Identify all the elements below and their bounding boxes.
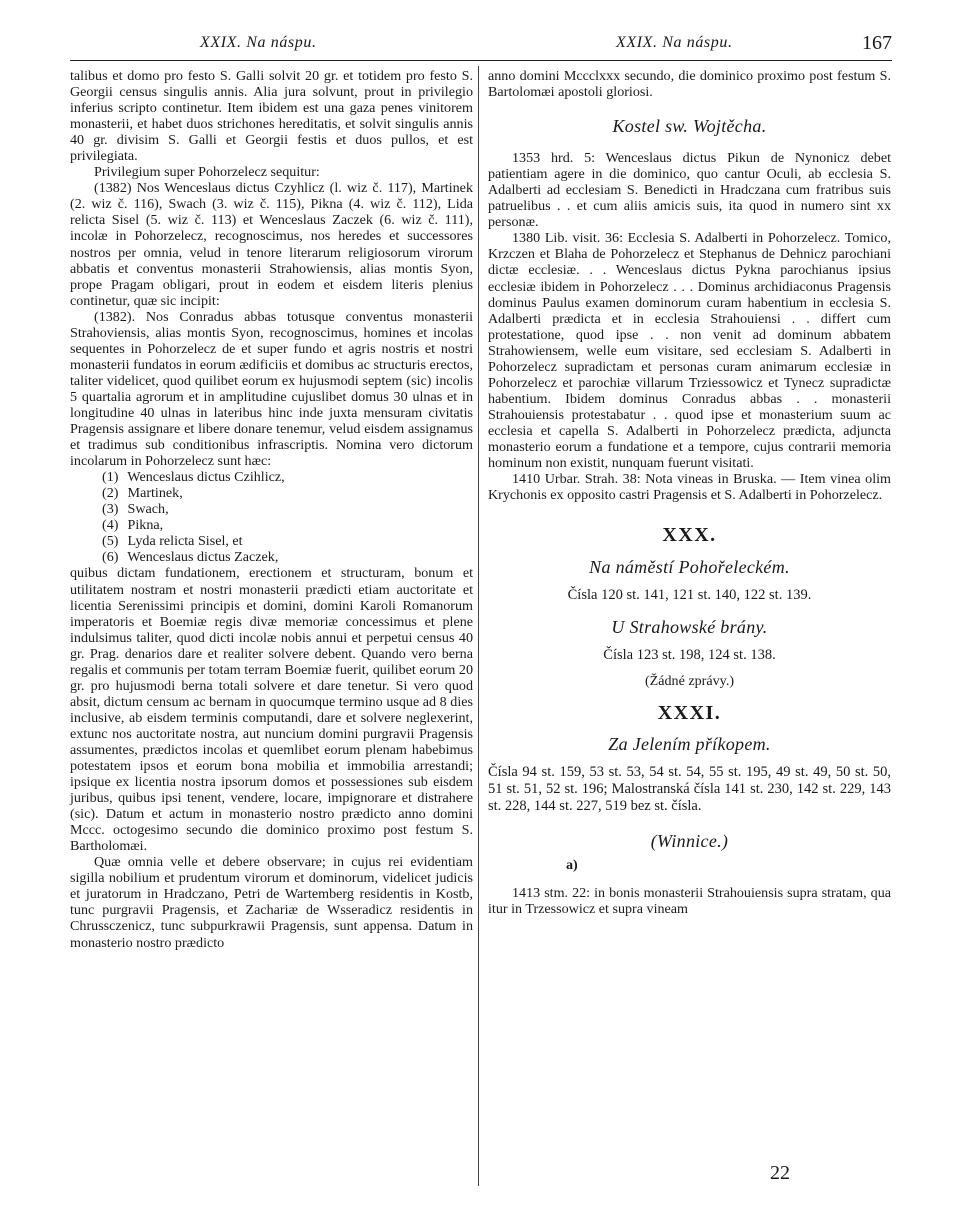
list-item <box>70 533 473 549</box>
list-item-text: Swach, <box>127 501 169 518</box>
section-heading: U Strahowské brány. <box>611 617 768 638</box>
list-item-text: Lyda relicta Sisel, et <box>127 533 243 550</box>
section-number: XXX. <box>662 524 717 547</box>
subsection-label: a) <box>566 856 578 873</box>
house-numbers: Čísla 120 st. 141, 121 st. 140, 122 st. 139. <box>567 587 812 604</box>
paragraph: Privilegium super Pohorzelecz sequitur: <box>94 164 320 181</box>
left-column <box>70 68 473 951</box>
list-item-number: (3) <box>102 501 119 518</box>
list-item-number: (5) <box>102 533 119 550</box>
list-item-number: (4) <box>102 517 119 534</box>
paragraph: (1382) Nos Wenceslaus dictus Czyhlicz (l. wiz č. 117), Martinek (2. wiz č. 116), Swach (3. wiz č. 115), Pikna (4. wiz č. 112), Lida relicta Sisel (5. wiz č. 113) et Wenceslaus Zaczek (6. wiz č. 111), incolæ in Pohorzelecz, recognoscimus, nos heredes et successores nostros per omnia, velud in tenore literarum religiosorum virorum abbatis et conventus monasterii Strahowiensis, alias montis Syon, prope Pragam obligari, prout in eodem et eisdem literis plenius continetur, quæ sic incipit: <box>70 180 473 309</box>
list-item-text: Martinek, <box>127 485 183 502</box>
list-item <box>70 469 473 485</box>
house-numbers: Čísla 123 st. 198, 124 st. 138. <box>603 647 776 664</box>
section-number: XXXI. <box>657 702 722 725</box>
paragraph: anno domini Mccclxxx secundo, die dominico proximo post festum S. Bartolomæi apostoli gloriosi. <box>488 68 891 101</box>
list-item <box>70 485 473 501</box>
list-item-number: (2) <box>102 485 119 502</box>
paragraph: quibus dictam fundationem, erectionem et structuram, bonum et utilitatem nostram et nostri monasterii prædicti etiam auctoritate et licentia Serenissimi principis et domini, domini Karoli Romanorum imperatoris et Boemiæ regis divæ memoriæ concessimus et plene indulsimus taliter, quod dicti incolæ nobis annui et perpetui census 40 gr. Prag. denarios dare et realiter solvere debent. Quando vero berna regalis et communis per totam terram Boemiæ fuerit, quilibet eorum 20 gr. pro hujusmodi berna totali solvere et dare tenetur. Si vero quod absit, dictum censum ac bernam in quocumque termino usque ad 8 dies inclusive, ab eisdem terminis computandi, dare et solvere neglexerint, extunc nos auctoritate nostra, aut nuncium domini purgravii Pragensis assumentes, prædictos incolas et quemlibet eorum plenam habebimus potestatem ipsos et eorum bona mobilia et immobilia arrestandi; ipsique ex licentia nostra ipsorum domos et possessiones sub eisdem juribus, quibus ipsi tenent, vendere, locare, impignorare et distrahere (sic). Datum et actum in monasterio nostro prædicto anno domini Mccc. octogesimo secundo die dominico proximo post festum S. Bartholomæi. <box>70 565 473 855</box>
section-heading: Kostel sw. Wojtěcha. <box>612 116 767 137</box>
paragraph: talibus et domo pro festo S. Galli solvit 20 gr. et totidem pro festo S. Georgii census singulis annis. Alia jura solvunt, prout in privilegio inferius scripto continetur. Item ibidem est una gaza penes vinitorem monasterii, et habet duos strichones hereditatis, et solvit singulis annis 40 gr. divisim S. Galli et Georgii festis et duos pullos, et est privilegiata. <box>70 68 473 165</box>
list-item-number: (1) <box>102 469 119 486</box>
list-item-text: Wenceslaus dictus Zaczek, <box>127 549 279 566</box>
header-rule <box>70 60 892 61</box>
list-item-text: Wenceslaus dictus Czihlicz, <box>127 469 285 486</box>
section-heading: Za Jelením příkopem. <box>608 733 771 754</box>
page-number: 167 <box>862 32 892 54</box>
paragraph: 1380 Lib. visit. 36: Ecclesia S. Adalberti in Pohorzelecz. Tomico, Krzczen et Blaha de Pohorzelecz et Stephanus de Dehnicz parochiani dictæ ecclesiæ. . . Wenceslaus dictus Pykna parochianus ipsius ecclesiæ ibidem in Pohorzelecz . . . Dominus archidiaconus Pragensis dominus Paulus examen dominorum curam habentium in ecclesia S. Adalberti prædicta et in ecclesia Strahouiensi . . differt cum protestatione, quod ipse . . non venit ad dominum abbatem Strahowiensem, welle eum visitare, sed ecclesiam S. Adalberti in Pohorzelecz supradictam et personas curam animarum ecclesiæ in Pohorzelecz et parochiæ villarum Trziessowicz et Tynecz supradictæ habentium. Ibidem dominus Conradus abbas . . monasterii Strahouiensis protestabatur . . quod ipse et monasterium suum ac ecclesia et capella S. Adalberti in Pohorzelecz prædicta, adjuncta monasterio eorum a fundatione et a tempore, cujus contrarii memoria hominum non existit, nunquam fuerunt visitati. <box>488 230 891 472</box>
list-item <box>70 517 473 533</box>
paragraph: 1410 Urbar. Strah. 38: Nota vineas in Bruska. — Item vinea olim Krychonis ex opposito castri Pragensis et S. Adalberti in Pohorzelecz. <box>488 471 891 504</box>
paragraph: 1353 hrd. 5: Wenceslaus dictus Pikun de Nynonicz debet patientiam agere in die dominico, quo cantur Oculi, ab ecclesia S. Adalberti ad ecclesiam S. Benedicti in Hradczana cum fratribus suis patruelibus . . et cum aliis amicis suis, ita quod in numero sint xx personæ. <box>488 150 891 231</box>
list-item-text: Pikna, <box>127 517 164 534</box>
right-column <box>488 68 891 917</box>
list-item <box>70 549 473 565</box>
paragraph: 1413 stm. 22: in bonis monasterii Strahouiensis supra stratam, qua itur in Trzessowicz et supra vineam <box>488 884 891 917</box>
signature-mark: 22 <box>770 1162 790 1184</box>
incolae-list <box>70 469 473 565</box>
list-item-number: (6) <box>102 549 119 566</box>
no-reports-note: (Žádné zprávy.) <box>644 673 735 690</box>
list-item <box>70 501 473 517</box>
running-head-left: XXIX. Na náspu. <box>200 34 317 51</box>
running-head-right: XXIX. Na náspu. <box>616 34 733 51</box>
column-divider <box>478 66 479 1186</box>
paragraph: Quæ omnia velle et debere observare; in cujus rei evidentiam sigilla nobilium et prudentum virorum et dominorum, videlicet judicis et juratorum in Hradczano, Petri de Wartemberg residentis in Kostb, tunc purgravii Pragensis, et Zachariæ de Wsseradicz residentis in Chrussczenicz, tunc subpurkrawii Pragensis, sunt appensa. Datum in monasterio nostro prædicto <box>70 854 473 951</box>
paragraph: (1382). Nos Conradus abbas totusque conventus monasterii Strahoviensis, alias montis Syon, recognoscimus, homines et incolas sequentes in Pohorzelecz de et super fundo et agris nostris et nostri monasterii fundatos in eorum ædificiis et domibus ac structuris erectos, taliter videlicet, quod quilibet eorum ex hujusmodi septem (sic) incolis 5 quartalia agrorum et in amplitudine cujuslibet domus 30 ulnas et in longitudine 40 ulnas in lateribus hinc inde juxta mensuram civitatis Pragensis assignare et libere donare tenemur, velud eisdem assignamus et tradimus sub conditionibus infrascriptis. Nomina vero dictorum incolarum in Pohorzelecz sunt hæc: <box>70 308 473 470</box>
house-numbers: Čísla 94 st. 159, 53 st. 53, 54 st. 54, 55 st. 195, 49 st. 49, 50 st. 50, 51 st. 51, 52 st. 196; Malostranská čísla 141 st. 230, 142 st. 229, 143 st. 228, 144 st. 227, 519 bez st. čísla. <box>488 763 891 814</box>
section-heading: (Winnice.) <box>650 830 729 851</box>
section-heading: Na náměstí Pohořeleckém. <box>589 557 790 578</box>
